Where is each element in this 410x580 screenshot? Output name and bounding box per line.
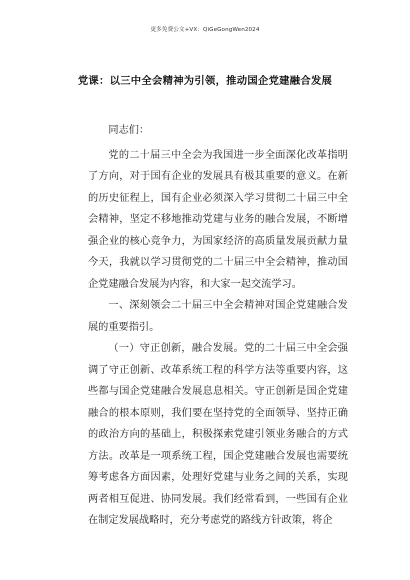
header-note: 更多免费公文+VX：QiGeGongWen2024 (150, 27, 260, 33)
paragraph-intro: 党的二十届三中全会为我国进一步全面深化改革指明了方向，对于国有企业的发展具有极其重要的意义。在新的历史征程上，国有企业必须深入学习贯彻二十届三中全会精神，坚定不移地推动党建与业务的融合发展，不断增强企业的核心竞争力，为国家经济的高质量发展贡献力量今天，我就以学习贯彻党的二十届三中全会精神，推动国企党建融合发展为内容，和大家一起交流学习。 (88, 149, 348, 290)
document-title: 党课：以三中全会精神为引领，推动国企党建融合发展 (77, 75, 333, 87)
section-heading-1: 一、深刻领会二十届三中全会精神对国企党建融合发展的重要指引。 (88, 300, 348, 333)
salutation: 同志们： (108, 125, 150, 136)
document-body (88, 120, 348, 532)
paragraph-section-1-1: （一）守正创新，融合发展。党的二十届三中全会强调了守正创新、改革系统工程的科学方法等重要内容，这些都与国企党建融合发展息息相关。守正创新是国企党建融合的根本原则，我们要在坚持党的全面领导、坚持正确的政治方向的基础上，积极探索党建引领业务融合的方式方法。改革是一项系统工程，国企党建融合发展也需要统筹考虑各方面因素，处理好党建与业务之间的关系，实现两者相互促进、协同发展。我们经常看到，一些国有企业在制定发展战略时，充分考虑党的路线方针政策，将企 (88, 343, 348, 526)
